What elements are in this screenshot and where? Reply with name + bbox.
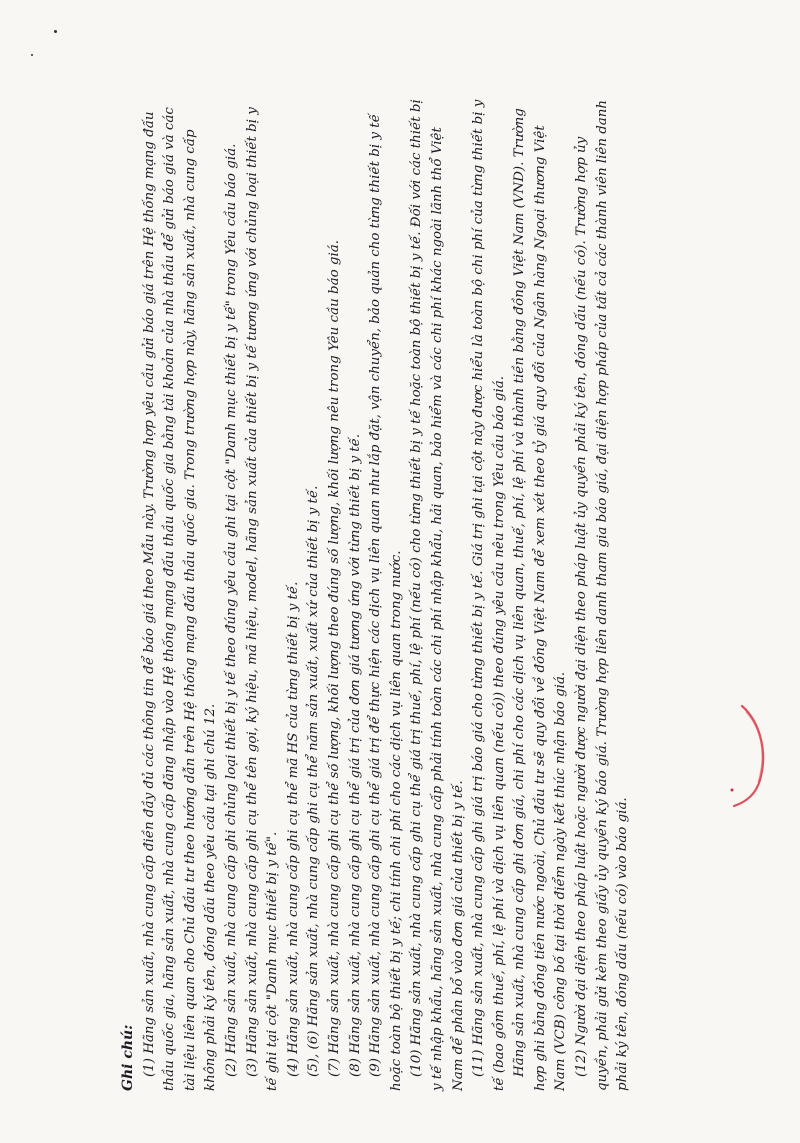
- notes-title: Ghi chú:: [120, 1024, 136, 1091]
- note-1: (1) Hãng sản xuất, nhà cung cấp điền đầy đủ các thông tin để báo giá theo Mẫu này. Trường hợp yêu cầu gửi báo giá trên Hệ thống mạng đấu thầu quốc gia, hãng sản xuất, nhà cung cấp đăng nhập vào Hệ thống mạng đấu thầu quốc gia bằng tài khoản của nhà thầu để gửi báo giá và các tài liệu liên quan cho Chủ đầu tư theo hướng dẫn trên Hệ thống mạng đấu thầu quốc gia. Trong trường hợp này, hãng sản xuất, nhà cung cấp không phải ký tên, đóng dấu theo yêu cầu tại ghi chú 12.: [141, 107, 219, 1091]
- notes-block: [118, 91, 678, 1091]
- speck: [54, 30, 57, 33]
- note-9: (9) Hãng sản xuất, nhà cung cấp ghi cụ thể giá trị để thực hiện các dịch vụ liên quan như lắp đặt, vận chuyển, bảo quản cho từng thiết bị y tế hoặc toàn bộ thiết bị y tế; chi tính chi phí cho các dịch vụ liên quan trong nước.: [368, 114, 404, 1091]
- note-11: (11) Hãng sản xuất, nhà cung cấp ghi giá trị báo giá cho từng thiết bị y tế. Giá trị ghi tại cột này được hiểu là toàn bộ chi phí của từng thiết bị y tế (bao gồm thuế, phí, lệ phí và dịch vụ liên quan (nếu có)) theo đúng yêu cầu nêu trong Yêu cầu báo giá.: [471, 99, 507, 1091]
- note-8: (8) Hãng sản xuất, nhà cung cấp ghi cụ thể giá trị của đơn giá tương ứng với từng thiết bị y tế.: [347, 433, 363, 1077]
- red-stamp-mark: [720, 702, 780, 812]
- note-11-currency: Hãng sản xuất, nhà cung cấp ghi đơn giá, chi phí cho các dịch vụ liên quan, thuế, phí, lệ phí và thành tiền bằng đồng Việt Nam (VND). Trường hợp ghi bằng đồng tiền nước ngoài, Chủ đầu tư sẽ quy đổi về đồng Việt Nam để xem xét theo tỷ giá quy đổi của Ngân hàng Ngoại thương Việt Nam (VCB) công bố tại thời điểm ngày kết thúc nhận báo giá.: [512, 108, 569, 1091]
- speck: [31, 54, 33, 56]
- note-5-6: (5), (6) Hãng sản xuất, nhà cung cấp ghi cụ thể năm sản xuất, xuất xứ của thiết bị y tế.: [306, 485, 322, 1077]
- note-10: (10) Hãng sản xuất, nhà cung cấp ghi cụ thể giá trị thuế, phí, lệ phí (nếu có) cho từng thiết bị y tế hoặc toàn bộ thiết bị y tế. Đối với các thiết bị y tế nhập khẩu, hãng sản xuất, nhà cung cấp phải tính toàn các chi phí nhập khẩu, hải quan, bảo hiểm và các chi phí khác ngoài lãnh thổ Việt Nam để phân bổ vào đơn giá của thiết bị y tế.: [409, 99, 466, 1091]
- note-2: (2) Hãng sản xuất, nhà cung cấp ghi chủng loại thiết bị y tế theo đúng yêu cầu ghi tại cột "Danh mục thiết bị y tế" trong Yêu cầu báo giá.: [223, 143, 239, 1077]
- note-7: (7) Hãng sản xuất, nhà cung cấp ghi cụ thể số lượng, khối lượng theo đúng số lượng, khối lượng nêu trong Yêu cầu báo giá.: [326, 240, 342, 1077]
- note-3: (3) Hãng sản xuất, nhà cung cấp ghi cụ thể tên gọi, ký hiệu, mã hiệu, model, hãng sản xuất của thiết bị y tế tương ứng với chủng loại thiết bị y tế ghi tại cột "Danh mục thiết bị y tế".: [244, 107, 281, 1091]
- note-4: (4) Hãng sản xuất, nhà cung cấp ghi cụ thể mã HS của từng thiết bị y tế.: [285, 581, 301, 1077]
- note-12: (12) Người đại diện theo pháp luật hoặc người được người đại diện theo pháp luật ủy quyền phải ký tên, đóng dấu (nếu có). Trường hợp ủy quyền, phải gửi kèm theo giấy ủy quyền ký báo giá. Trường hợp liên danh tham gia báo giá, đại diện hợp pháp của tất cả các thành viên liên danh phải ký tên, đóng dấu (nếu có) vào báo giá.: [574, 99, 631, 1091]
